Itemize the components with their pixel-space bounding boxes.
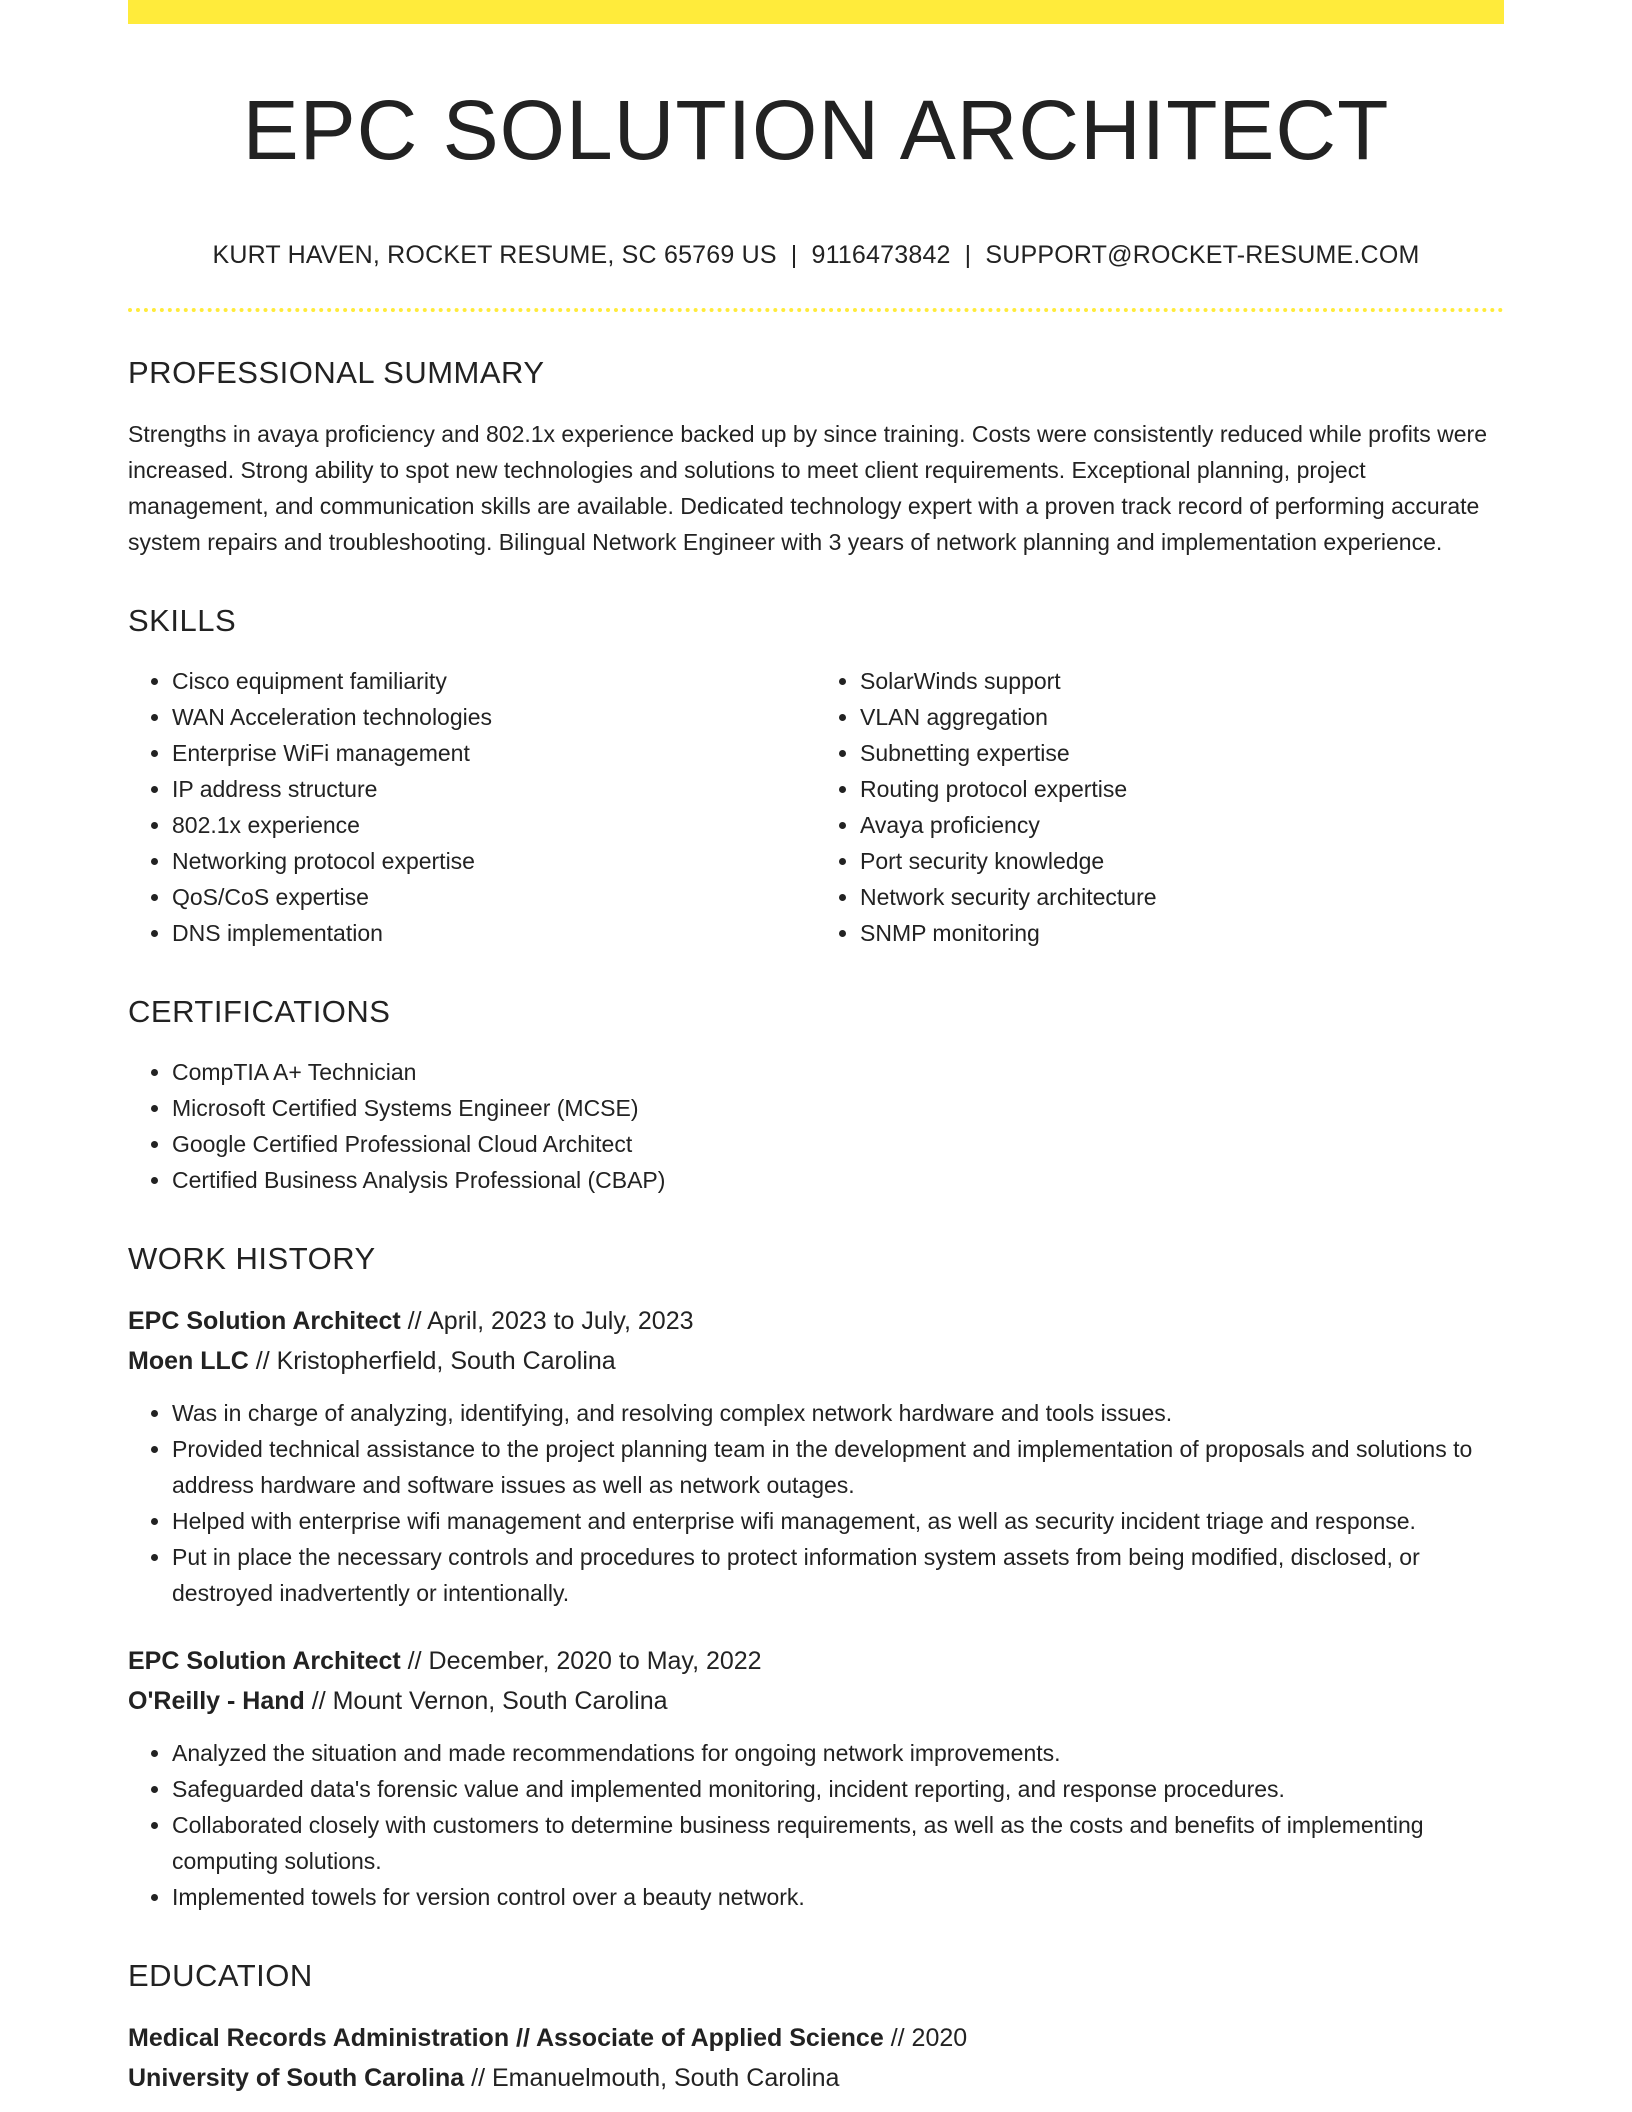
education-degree-line (128, 2018, 1504, 2058)
contact-address: KURT HAVEN, ROCKET RESUME, SC 65769 US (212, 241, 777, 270)
certification-item: • Certified Business Analysis Professional (CBAP) (172, 1162, 1504, 1198)
skill-item: • 802.1x experience (172, 807, 816, 843)
contact-phone: 9116473842 (811, 241, 951, 270)
section-heading-work-history: WORK HISTORY (128, 1240, 376, 1276)
job-bullet: • Put in place the necessary controls and procedures to protect information system assets from being modified, disclosed, or destroyed inadvertently or intentionally. (172, 1539, 1504, 1611)
section-heading-summary: PROFESSIONAL SUMMARY (128, 355, 545, 391)
skill-item: • Subnetting expertise (860, 735, 1504, 771)
job-company: Moen LLC (128, 1347, 249, 1376)
dotted-divider (128, 308, 1504, 312)
section-heading-certifications: CERTIFICATIONS (128, 993, 391, 1029)
section-heading-skills: SKILLS (128, 602, 237, 638)
skill-item: • VLAN aggregation (860, 699, 1504, 735)
contact-line (128, 240, 1504, 270)
job-dates: // December, 2020 to May, 2022 (407, 1647, 762, 1676)
certification-item: • Microsoft Certified Systems Engineer (MCSE) (172, 1090, 1504, 1126)
job-title-line (128, 1301, 1504, 1341)
resume-page (128, 0, 1504, 2098)
job-dates: // April, 2023 to July, 2023 (407, 1307, 694, 1336)
job-company: O'Reilly - Hand (128, 1687, 305, 1716)
skill-item: • SNMP monitoring (860, 915, 1504, 951)
job-bullet: • Was in charge of analyzing, identifying, and resolving complex network hardware and tools issues. (172, 1395, 1504, 1431)
skill-item: • Avaya proficiency (860, 807, 1504, 843)
skill-item: • Port security knowledge (860, 843, 1504, 879)
job-bullet: • Analyzed the situation and made recommendations for ongoing network improvements. (172, 1735, 1504, 1771)
certification-item: • CompTIA A+ Technician (172, 1054, 1504, 1090)
skill-item: • Network security architecture (860, 879, 1504, 915)
skill-item: • Routing protocol expertise (860, 771, 1504, 807)
education-degree: Medical Records Administration // Associate of Applied Science (128, 2024, 884, 2053)
accent-top-bar (128, 0, 1504, 24)
contact-separator: | (790, 241, 798, 270)
job-entry (128, 1301, 1504, 1611)
job-company-line (128, 1341, 1504, 1381)
skill-item: • IP address structure (172, 771, 816, 807)
job-bullet: • Safeguarded data's forensic value and implemented monitoring, incident reporting, and response procedures. (172, 1771, 1504, 1807)
job-entry (128, 1641, 1504, 1915)
job-bullets (128, 1735, 1504, 1915)
skill-item: • Cisco equipment familiarity (172, 663, 816, 699)
job-location: // Kristopherfield, South Carolina (255, 1347, 616, 1376)
job-title: EPC Solution Architect (128, 1647, 401, 1676)
job-bullet: • Collaborated closely with customers to determine business requirements, as well as the costs and benefits of implementing computing solutions. (172, 1807, 1504, 1879)
resume-title: EPC SOLUTION ARCHITECT (242, 83, 1390, 177)
skill-item: • SolarWinds support (860, 663, 1504, 699)
section-heading-education: EDUCATION (128, 1958, 313, 1994)
contact-email: SUPPORT@ROCKET-RESUME.COM (985, 241, 1420, 270)
education-school: University of South Carolina (128, 2064, 465, 2093)
skills-list-right (816, 663, 1504, 951)
skill-item: • Networking protocol expertise (172, 843, 816, 879)
skills-list-left (128, 663, 816, 951)
job-title-line (128, 1641, 1504, 1681)
education-school-line (128, 2058, 1504, 2098)
job-company-line (128, 1681, 1504, 1721)
skill-item: • DNS implementation (172, 915, 816, 951)
summary-text: Strengths in avaya proficiency and 802.1x experience backed up by since training. Costs were consistently reduced while profits were increased. Strong ability to spot new technologies and solutions to meet client requirements. Exceptional planning, project management, and communication skills are available. Dedicated technology expert with a proven track record of performing accurate system repairs and troubleshooting. Bilingual Network Engineer with 3 years of network planning and implementation experience. (128, 420, 1488, 555)
certification-item: • Google Certified Professional Cloud Architect (172, 1126, 1504, 1162)
job-title: EPC Solution Architect (128, 1307, 401, 1336)
skills-columns (128, 663, 1504, 951)
education-year: // 2020 (890, 2024, 968, 2053)
job-bullets (128, 1395, 1504, 1611)
job-bullet: • Helped with enterprise wifi management and enterprise wifi management, as well as security incident triage and response. (172, 1503, 1504, 1539)
education-entry (128, 2018, 1504, 2098)
skill-item: • QoS/CoS expertise (172, 879, 816, 915)
skill-item: • Enterprise WiFi management (172, 735, 816, 771)
job-bullet: • Provided technical assistance to the project planning team in the development and implementation of proposals and solutions to address hardware and software issues as well as network outages. (172, 1431, 1504, 1503)
contact-separator: | (964, 241, 972, 270)
education-location: // Emanuelmouth, South Carolina (471, 2064, 840, 2093)
job-location: // Mount Vernon, South Carolina (311, 1687, 668, 1716)
job-bullet: • Implemented towels for version control over a beauty network. (172, 1879, 1504, 1915)
certifications-list (128, 1054, 1504, 1198)
skill-item: • WAN Acceleration technologies (172, 699, 816, 735)
